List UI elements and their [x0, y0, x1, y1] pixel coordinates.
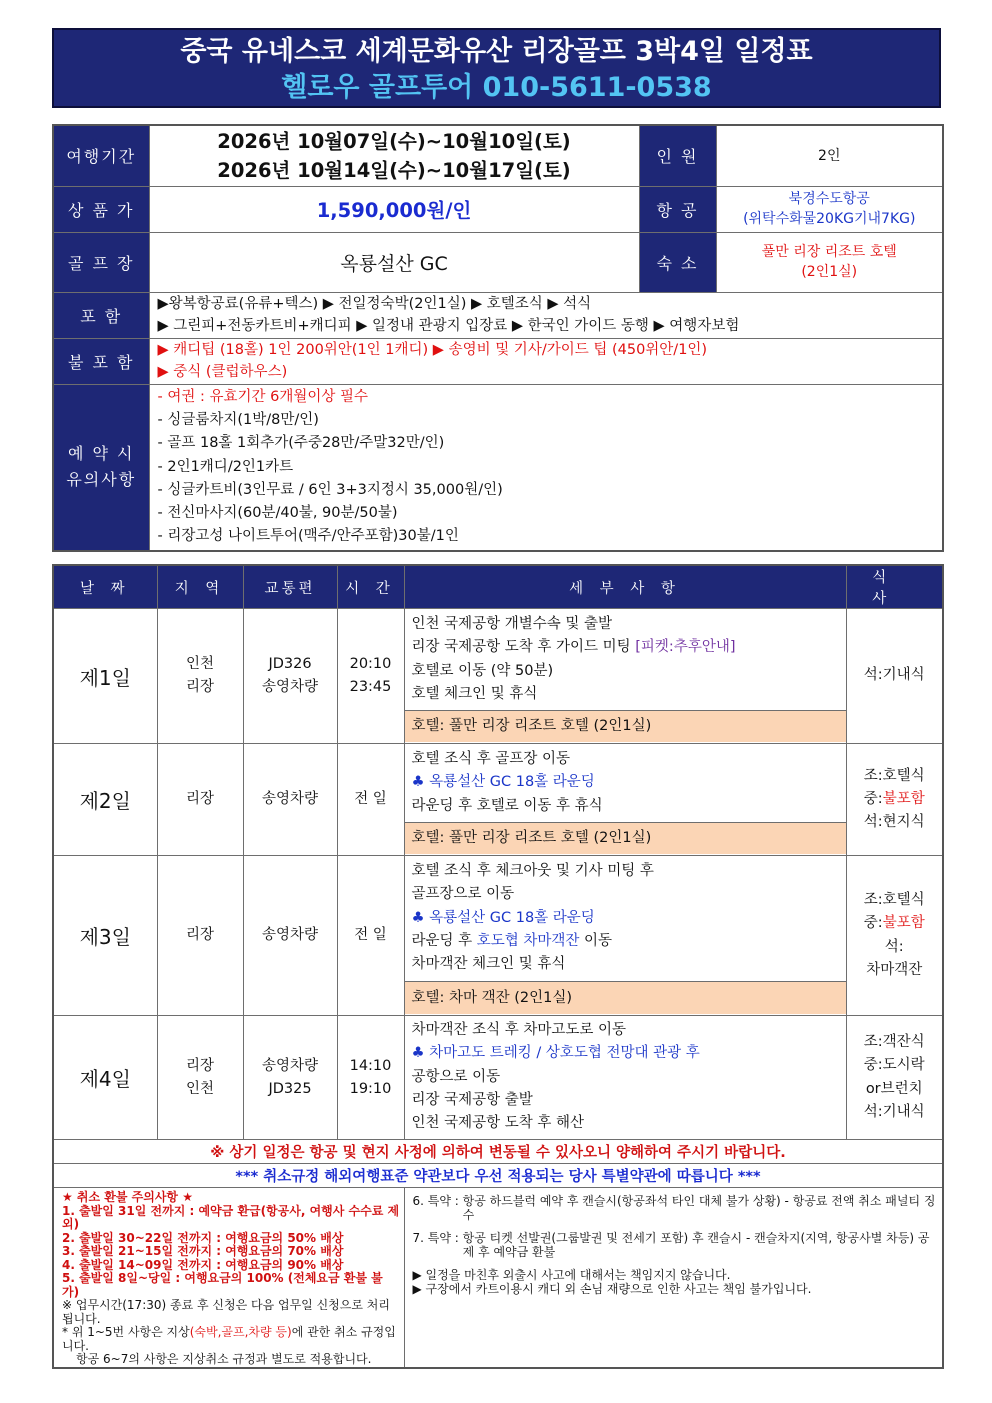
hotel-line: 호텔: 차마 객잔 (2인1실): [405, 981, 846, 1014]
region: 리장 인천: [157, 1016, 243, 1140]
hotel-label: 숙 소: [639, 232, 716, 292]
airline-label: 항 공: [639, 186, 716, 232]
passport-warning: - 여권 : 유효기간 6개월이상 필수: [157, 388, 368, 405]
day-row: [53, 744, 943, 856]
day-label: 제4일: [53, 1016, 157, 1140]
transport: 송영차량 JD325: [243, 1016, 337, 1140]
col-meals: 식 사: [846, 565, 943, 609]
travel-period: 2026년 10월07일(수)~10월10일(토) 2026년 10월14일(수)~10월17일(토): [149, 125, 639, 186]
day-label: 제1일: [53, 609, 157, 744]
page-title: 중국 유네스코 세계문화유산 리장골프 3박4일 일정표: [180, 36, 813, 67]
trip-info-table: [52, 124, 944, 552]
booking-notes: - 여권 : 유효기간 6개월이상 필수 - 싱글룸차지(1박/8만/인) - 골프 18홀 1회추가(주중28만/주말32만/인) - 2인1캐디/2인1카트 - 싱글카트비(3인무료 / 6인 3+3지정시 35,000원/인) - 전신마사지(60분/40불, 90분/50불) - 리장고성 나이트투어(맥주/안주포함)30불/1인: [149, 384, 943, 551]
schedule-change-notice: ※ 상기 일정은 항공 및 현지 사정에 의하여 변동될 수 있사오니 양해하여 주시기 바랍니다.: [53, 1140, 943, 1164]
title-banner: [52, 28, 941, 108]
transport: JD326 송영차량: [243, 609, 337, 744]
itinerary-table: [52, 564, 944, 1369]
meals: 조:호텔식 중:불포함 석:현지식: [846, 744, 943, 856]
golf-course: 옥룡설산 GC: [149, 232, 639, 292]
special-terms-notice: *** 취소규정 해외여행표준 약관보다 우선 적용되는 당사 특별약관에 따릅니다 ***: [53, 1164, 943, 1188]
price-label: 상 품 가: [53, 186, 149, 232]
picket-note: [피켓:추후안내]: [635, 639, 736, 656]
airline-value: 북경수도항공 (위탁수화물20KG기내7KG): [716, 186, 943, 232]
region: 인천 리장: [157, 609, 243, 744]
period-label: 여행기간: [53, 125, 149, 186]
time: 20:10 23:45: [337, 609, 404, 744]
details: 호텔 조식 후 골프장 이동 ♣ 옥룡설산 GC 18홀 라운딩 라운딩 후 호텔로 이동 후 휴식 호텔: 풀만 리장 리조트 호텔 (2인1실): [404, 744, 846, 856]
time: 전 일: [337, 744, 404, 856]
meals: 조:객잔식 중:도시락 or브런치 석:기내식: [846, 1016, 943, 1140]
cancellation-policy: ★ 취소 환불 주의사항 ★ 1. 출발일 31일 전까지 : 예약금 환급(항공사, 여행사 수수료 제외) 2. 출발일 30~22일 전까지 : 여행요금의 50% 배상 3. 출발일 21~15일 전까지 : 여행요금의 70% 배상 4. 출발일 14~09일 전까지 : 여행요금의 90% 배상 5. 출발일 8일~당일 : 여행요금의 100% (전체요금 환불 불가) ※ 업무시간(17:30) 종료 후 신청은 다음 업무일 신청으로 처리됩니다. * 위 1~5번 사항은 지상(숙박,골프,차량 등)에 관한 취소 규정입니다. 항공 6~7의 사항은 지상취소 규정과 별도로 적용합니다.: [53, 1188, 404, 1368]
excluded-list: ▶ 캐디팁 (18홀) 1인 200위안(1인 1캐디) ▶ 송영비 및 기사/가이드 팁 (450위안/1인) ▶ 중식 (클럽하우스): [149, 338, 943, 384]
included-list: ▶왕복항공료(유류+텍스) ▶ 전일정숙박(2인1실) ▶ 호텔조식 ▶ 석식 ▶ 그린피+전동카트비+캐디피 ▶ 일정내 관광지 입장료 ▶ 한국인 가이드 동행 ▶ 여행자보험: [149, 292, 943, 338]
contact-line: 헬로우 골프투어 010-5611-0538: [281, 72, 712, 103]
hotel-line: 호텔: 풀만 리장 리조트 호텔 (2인1실): [405, 822, 846, 854]
hotel-line: 호텔: 풀만 리장 리조트 호텔 (2인1실): [405, 710, 846, 742]
details: 인천 국제공항 개별수속 및 출발 리장 국제공항 도착 후 가이드 미팅 [피켓:추후안내] 호텔로 이동 (약 50분) 호텔 체크인 및 휴식 호텔: 풀만 리장 리조트 호텔 (2인1실): [404, 609, 846, 744]
meals: 조:호텔식 중:불포함 석: 차마객잔: [846, 856, 943, 1016]
region: 리장: [157, 856, 243, 1016]
col-date: 날 짜: [53, 565, 157, 609]
special-terms: 6. 특약 : 항공 하드블럭 예약 후 캔슬시(항공좌석 타인 대체 불가 상황) - 항공료 전액 취소 패널티 징수 7. 특약 : 항공 티켓 선발권(그룹발권 및 전세기 포함) 후 캔슬시 - 캔슬차지(지역, 항공사별 차등) 공제 후 예약금 환불 ▶ 일정을 마친후 외출시 사고에 대해서는 책임지지 않습니다. ▶ 구장에서 카트이용시 캐디 외 손님 재량으로 인한 사고는 책임 불가입니다.: [404, 1188, 943, 1368]
transport: 송영차량: [243, 856, 337, 1016]
people-value: 2인: [716, 125, 943, 186]
cancel-title: ★ 취소 환불 주의사항 ★: [62, 1190, 193, 1204]
people-label: 인 원: [639, 125, 716, 186]
day-row: [53, 609, 943, 744]
day-label: 제2일: [53, 744, 157, 856]
region: 리장: [157, 744, 243, 856]
hotel-value: 풀만 리장 리조트 호텔 (2인1실): [716, 232, 943, 292]
day-row: [53, 1016, 943, 1140]
price-value: 1,590,000원/인: [149, 186, 639, 232]
golf-round: ♣ 옥룡설산 GC 18홀 라운딩: [411, 774, 595, 791]
col-time: 시 간: [337, 565, 404, 609]
golf-label: 골 프 장: [53, 232, 149, 292]
col-details: 세 부 사 항: [404, 565, 846, 609]
day-row: [53, 856, 943, 1016]
col-region: 지 역: [157, 565, 243, 609]
excluded-label: 불 포 함: [53, 338, 149, 384]
time: 전 일: [337, 856, 404, 1016]
details: 호텔 조식 후 체크아웃 및 기사 미팅 후 골프장으로 이동 ♣ 옥룡설산 GC 18홀 라운딩 라운딩 후 호도협 차마객잔 이동 차마객잔 체크인 및 휴식 호텔: 차마 객잔 (2인1실): [404, 856, 846, 1016]
trekking-line: ♣ 차마고도 트레킹 / 상호도협 전망대 관광 후: [411, 1045, 700, 1062]
included-label: 포 함: [53, 292, 149, 338]
notes-label: 예 약 시 유의사항: [53, 384, 149, 551]
time: 14:10 19:10: [337, 1016, 404, 1140]
col-transport: 교통편: [243, 565, 337, 609]
meals: 석:기내식: [846, 609, 943, 744]
day-label: 제3일: [53, 856, 157, 1016]
transport: 송영차량: [243, 744, 337, 856]
details: 차마객잔 조식 후 차마고도로 이동 ♣ 차마고도 트레킹 / 상호도협 전망대 관광 후 공항으로 이동 리장 국제공항 출발 인천 국제공항 도착 후 해산: [404, 1016, 846, 1140]
golf-round: ♣ 옥룡설산 GC 18홀 라운딩: [411, 909, 595, 926]
